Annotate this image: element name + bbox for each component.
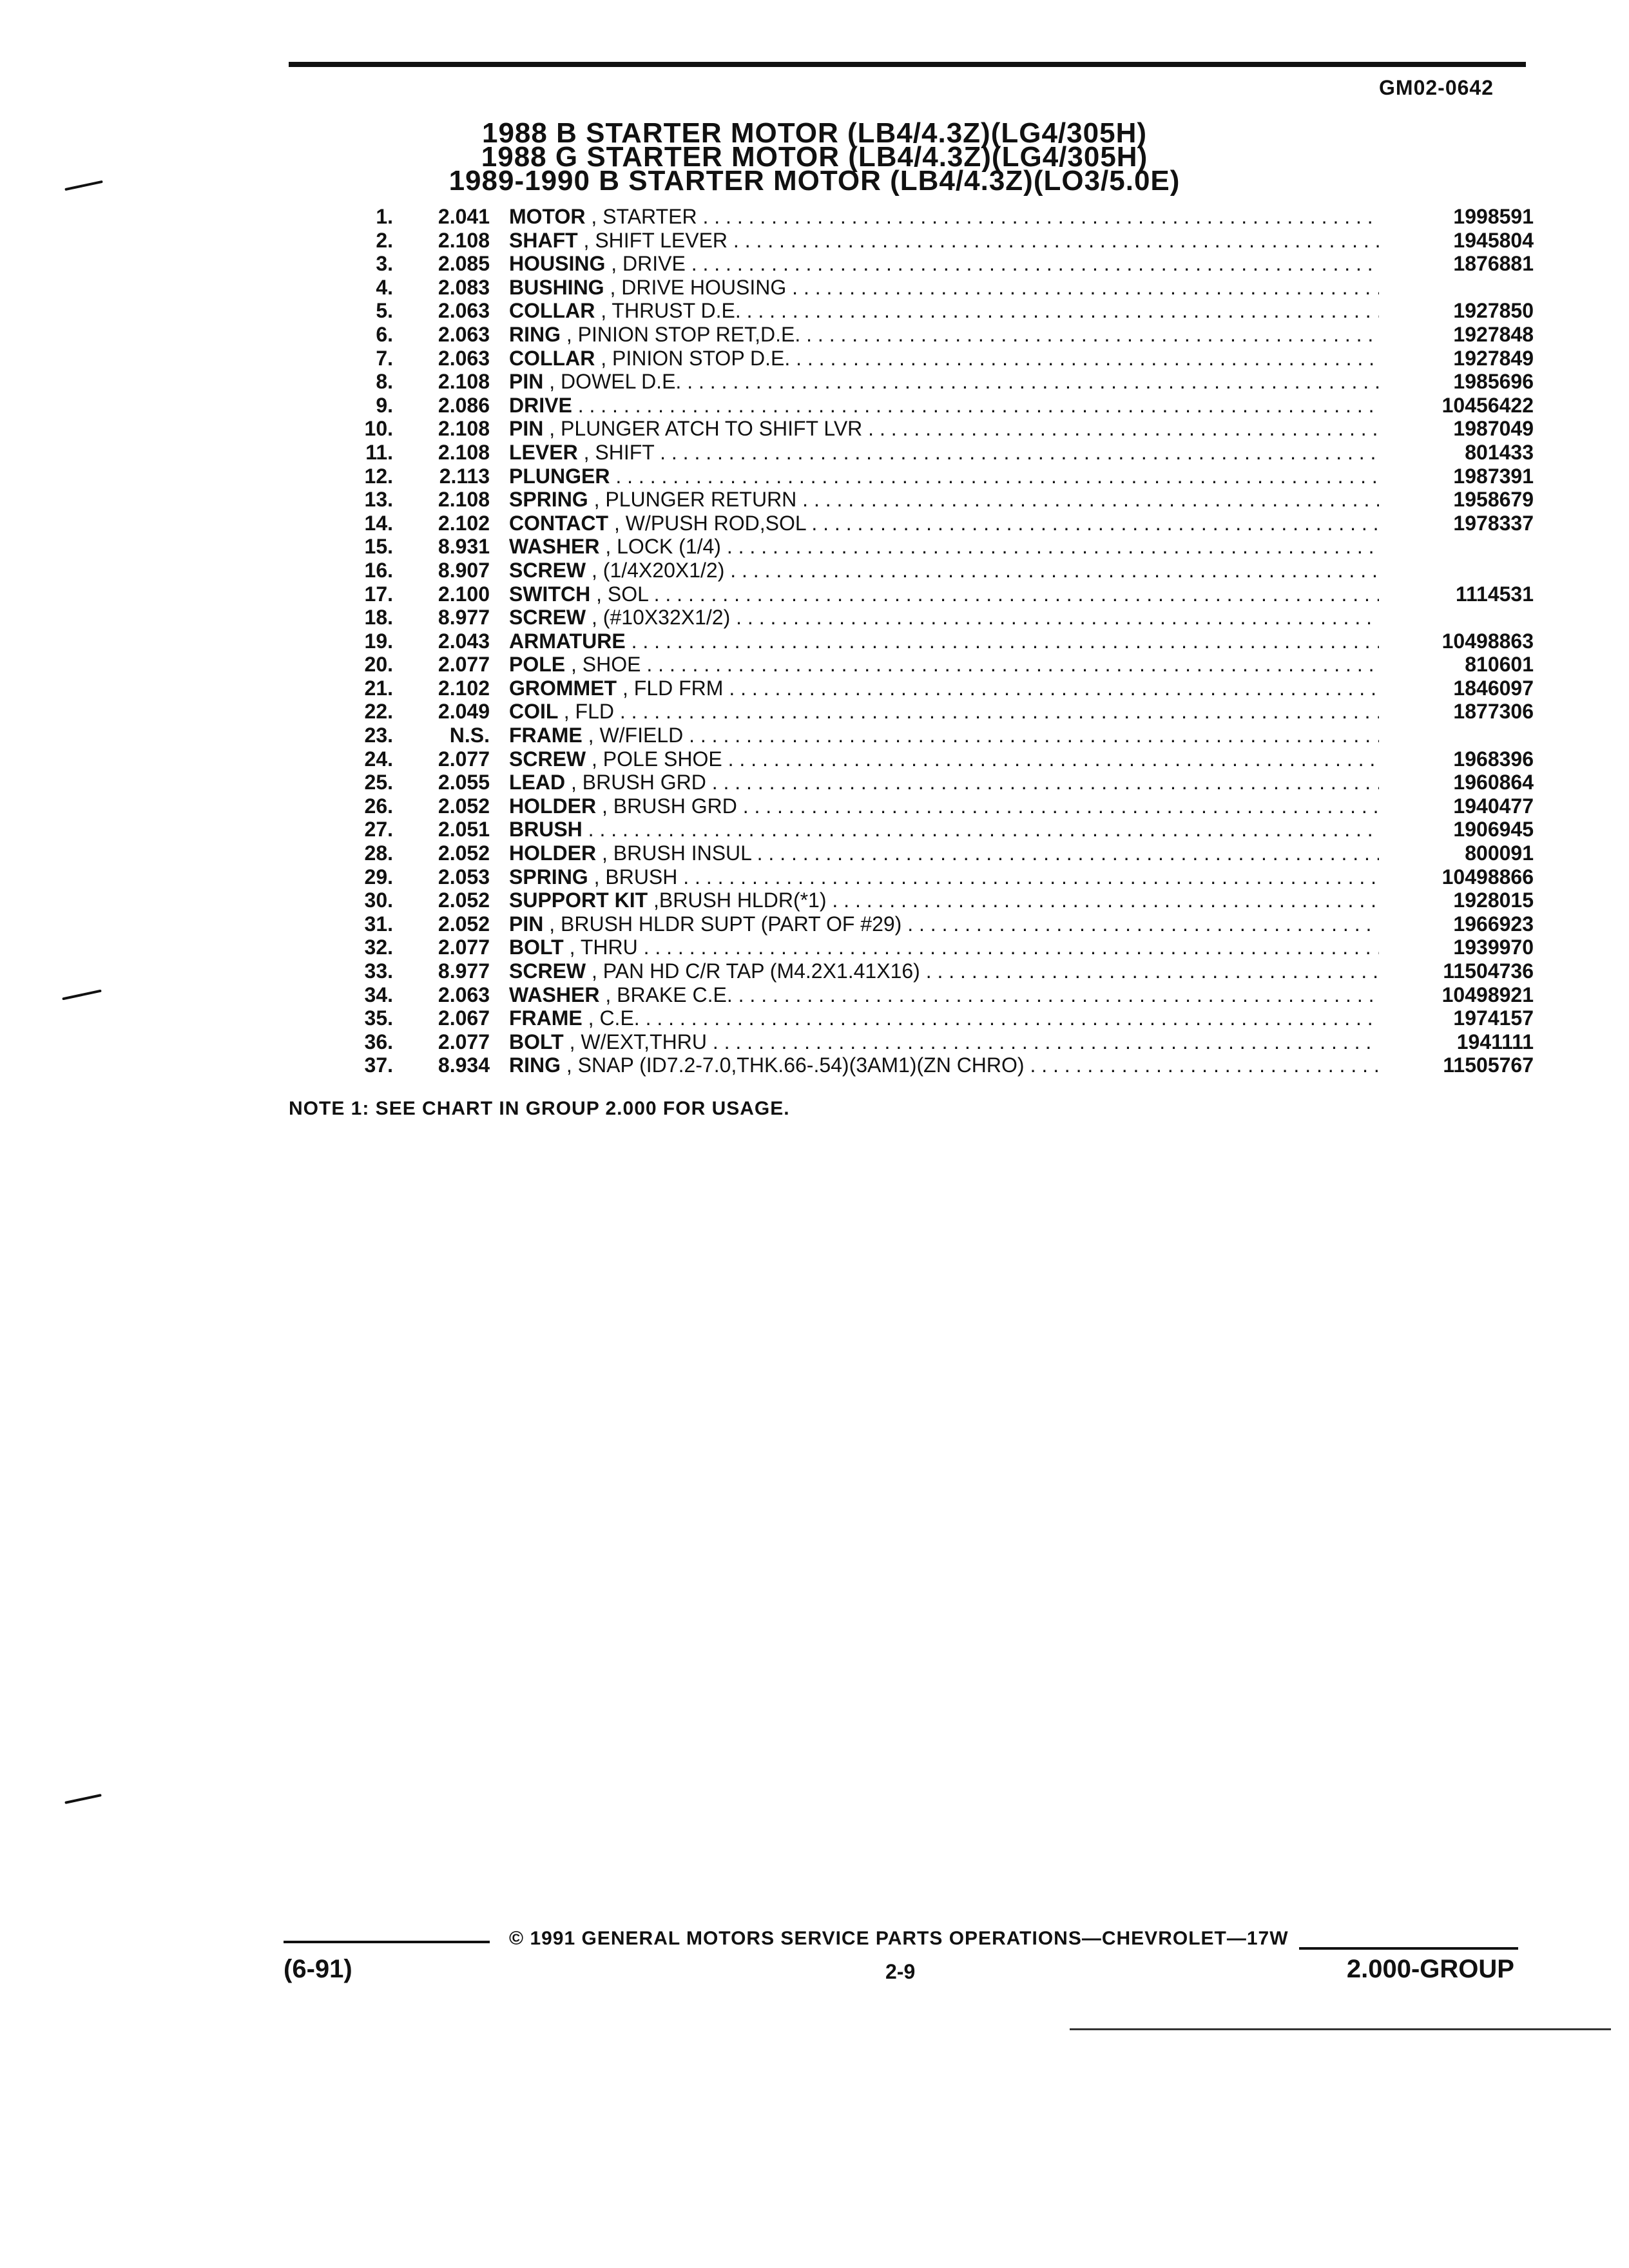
page-number: 2-9 bbox=[885, 1960, 916, 1983]
part-name: BOLT bbox=[509, 936, 564, 959]
footer-rule-left bbox=[284, 1941, 490, 1943]
parts-list bbox=[322, 205, 1534, 1077]
group-number: 2.052 bbox=[438, 889, 490, 912]
part-number: 1928015 bbox=[1453, 889, 1534, 912]
item-number: 26. bbox=[364, 794, 393, 818]
part-number: 1927849 bbox=[1453, 346, 1534, 370]
group-number: 8.931 bbox=[438, 535, 490, 559]
item-number: 4. bbox=[376, 275, 393, 299]
part-name: COIL bbox=[509, 700, 558, 724]
part-detail: , (1/4X20X1/2) bbox=[592, 558, 725, 582]
part-detail: , THRU bbox=[569, 936, 638, 959]
part-description bbox=[509, 606, 1379, 629]
part-number: 1906945 bbox=[1453, 818, 1534, 841]
part-row bbox=[322, 582, 1534, 606]
part-name: SPRING bbox=[509, 488, 588, 512]
part-row bbox=[322, 229, 1534, 253]
part-number: 10498863 bbox=[1441, 629, 1534, 653]
part-row bbox=[322, 794, 1534, 818]
group-number: 2.055 bbox=[438, 771, 490, 794]
part-description bbox=[509, 912, 1379, 936]
part-description bbox=[509, 1006, 1379, 1030]
part-row bbox=[322, 841, 1534, 865]
part-number: 1966923 bbox=[1453, 912, 1534, 936]
part-detail: , LOCK (1/4) bbox=[605, 535, 721, 559]
item-number: 19. bbox=[364, 629, 393, 653]
part-description bbox=[509, 205, 1379, 229]
part-row bbox=[322, 629, 1534, 653]
part-number: 1846097 bbox=[1453, 676, 1534, 700]
item-number: 17. bbox=[364, 582, 393, 606]
item-number: 9. bbox=[376, 393, 393, 417]
part-row bbox=[322, 959, 1534, 983]
group-number: 2.041 bbox=[438, 205, 490, 228]
part-row bbox=[322, 465, 1534, 488]
part-description bbox=[509, 417, 1379, 441]
item-number: 11. bbox=[365, 440, 393, 464]
part-description bbox=[509, 465, 1379, 488]
part-description bbox=[509, 983, 1379, 1007]
part-description bbox=[509, 889, 1379, 912]
part-name: COLLAR bbox=[509, 299, 595, 323]
item-number: 22. bbox=[364, 700, 393, 724]
group-number: 2.108 bbox=[438, 488, 490, 512]
part-number: 801433 bbox=[1465, 440, 1534, 464]
part-name: CONTACT bbox=[509, 511, 609, 535]
part-row bbox=[322, 865, 1534, 889]
group-code: 2.000-GROUP bbox=[1346, 1955, 1514, 1983]
bottom-rule bbox=[1070, 2028, 1611, 2030]
part-name: DRIVE bbox=[509, 393, 572, 417]
item-number: 27. bbox=[364, 818, 393, 841]
group-number: 2.102 bbox=[438, 511, 490, 535]
part-detail: , DRIVE HOUSING bbox=[610, 275, 787, 299]
part-row bbox=[322, 347, 1534, 370]
part-number: 1998591 bbox=[1453, 205, 1534, 228]
part-description bbox=[509, 700, 1379, 724]
item-number: 31. bbox=[364, 912, 393, 936]
part-name: BOLT bbox=[509, 1030, 564, 1053]
item-number: 21. bbox=[364, 676, 393, 700]
part-detail: , W/EXT,THRU bbox=[569, 1030, 707, 1053]
part-description bbox=[509, 582, 1379, 606]
group-number: 2.108 bbox=[438, 370, 490, 394]
part-name: ARMATURE bbox=[509, 629, 626, 653]
part-row bbox=[322, 653, 1534, 677]
part-name: SCREW bbox=[509, 558, 586, 582]
copyright-text: © 1991 GENERAL MOTORS SERVICE PARTS OPERATIONS—CHEVROLET—17W bbox=[509, 1928, 1289, 1949]
part-name: COLLAR bbox=[509, 346, 595, 370]
item-number: 14. bbox=[364, 511, 393, 535]
group-number: 2.049 bbox=[438, 700, 490, 724]
part-detail: , FLD bbox=[563, 700, 614, 724]
group-number: 8.907 bbox=[438, 558, 490, 582]
part-description bbox=[509, 724, 1379, 747]
part-number: 10498866 bbox=[1441, 865, 1534, 889]
title-block bbox=[0, 117, 1629, 197]
part-description bbox=[509, 512, 1379, 535]
part-number: 1960864 bbox=[1453, 771, 1534, 794]
part-detail: , PAN HD C/R TAP (M4.2X1.41X16) bbox=[592, 959, 920, 983]
part-number: 1940477 bbox=[1453, 794, 1534, 818]
part-description bbox=[509, 347, 1379, 370]
item-number: 5. bbox=[376, 299, 393, 323]
part-number: 1974157 bbox=[1453, 1006, 1534, 1030]
part-number: 1877306 bbox=[1453, 700, 1534, 724]
part-row bbox=[322, 677, 1534, 700]
part-name: WASHER bbox=[509, 535, 600, 559]
title-line: 1988 G STARTER MOTOR (LB4/4.3Z)(LG4/305H) bbox=[481, 141, 1148, 173]
item-number: 36. bbox=[364, 1030, 393, 1053]
group-number: 2.063 bbox=[438, 346, 490, 370]
group-number: 8.977 bbox=[438, 959, 490, 983]
part-detail: , SNAP (ID7.2-7.0,THK.66-.54)(3AM1)(ZN CHRO) bbox=[566, 1053, 1025, 1077]
part-detail: , W/FIELD bbox=[588, 724, 684, 747]
part-detail: , C.E. bbox=[588, 1006, 640, 1030]
part-number: 1114531 bbox=[1455, 582, 1534, 606]
part-detail: , POLE SHOE bbox=[592, 747, 722, 771]
group-number: 2.053 bbox=[438, 865, 490, 889]
part-detail: , BRUSH bbox=[593, 865, 678, 889]
part-description bbox=[509, 959, 1379, 983]
part-description bbox=[509, 841, 1379, 865]
part-description bbox=[509, 559, 1379, 582]
group-number: 2.063 bbox=[438, 299, 490, 323]
part-row bbox=[322, 535, 1534, 559]
part-detail: , SHIFT bbox=[583, 440, 655, 464]
part-row bbox=[322, 252, 1534, 276]
part-row bbox=[322, 205, 1534, 229]
part-number: 1945804 bbox=[1453, 228, 1534, 252]
part-description bbox=[509, 629, 1379, 653]
part-row bbox=[322, 818, 1534, 841]
item-number: 29. bbox=[364, 865, 393, 889]
part-detail: , BRAKE C.E. bbox=[605, 983, 733, 1006]
group-number: 2.108 bbox=[438, 228, 490, 252]
part-name: SCREW bbox=[509, 959, 586, 983]
part-row bbox=[322, 441, 1534, 465]
part-row bbox=[322, 276, 1534, 300]
item-number: 35. bbox=[364, 1006, 393, 1030]
part-number: 1958679 bbox=[1453, 488, 1534, 512]
part-name: PIN bbox=[509, 417, 544, 441]
part-name: HOLDER bbox=[509, 794, 597, 818]
item-number: 28. bbox=[364, 841, 393, 865]
part-row bbox=[322, 299, 1534, 323]
part-name: SCREW bbox=[509, 747, 586, 771]
part-description bbox=[509, 535, 1379, 559]
part-number: 10456422 bbox=[1441, 393, 1534, 417]
part-detail: , (#10X32X1/2) bbox=[592, 606, 731, 629]
part-row bbox=[322, 747, 1534, 771]
part-description bbox=[509, 229, 1379, 253]
part-name: BRUSH bbox=[509, 818, 583, 841]
part-number: 1985696 bbox=[1453, 370, 1534, 394]
part-detail: , DRIVE bbox=[611, 252, 686, 276]
part-name: FRAME bbox=[509, 1006, 583, 1030]
part-detail: , THRUST D.E. bbox=[601, 299, 741, 323]
group-number: 2.052 bbox=[438, 841, 490, 865]
item-number: 3. bbox=[376, 252, 393, 276]
part-name: WASHER bbox=[509, 983, 600, 1006]
part-description bbox=[509, 394, 1379, 418]
part-description bbox=[509, 488, 1379, 512]
part-description bbox=[509, 865, 1379, 889]
part-description bbox=[509, 677, 1379, 700]
part-detail: ,BRUSH HLDR(*1) bbox=[653, 889, 827, 912]
part-description bbox=[509, 818, 1379, 841]
part-number: 1941111 bbox=[1456, 1030, 1534, 1053]
part-row bbox=[322, 1006, 1534, 1030]
item-number: 6. bbox=[376, 322, 393, 346]
top-rule bbox=[289, 62, 1526, 67]
part-detail: , FLD FRM bbox=[622, 676, 724, 700]
item-number: 18. bbox=[364, 606, 393, 629]
part-name: SHAFT bbox=[509, 228, 578, 252]
part-detail: , SOL bbox=[596, 582, 648, 606]
item-number: 25. bbox=[364, 771, 393, 794]
part-name: LEVER bbox=[509, 440, 578, 464]
part-row bbox=[322, 889, 1534, 912]
item-number: 37. bbox=[364, 1053, 393, 1077]
part-description bbox=[509, 441, 1379, 465]
item-number: 34. bbox=[364, 983, 393, 1006]
part-row bbox=[322, 370, 1534, 394]
group-number: 2.052 bbox=[438, 912, 490, 936]
part-name: HOLDER bbox=[509, 841, 597, 865]
part-description bbox=[509, 936, 1379, 959]
margin-mark bbox=[62, 990, 101, 1001]
part-row bbox=[322, 936, 1534, 959]
part-detail: , W/PUSH ROD,SOL bbox=[613, 511, 806, 535]
part-number: 11504736 bbox=[1443, 959, 1534, 983]
document-id: GM02-0642 bbox=[1379, 76, 1494, 99]
part-detail: , PINION STOP D.E. bbox=[601, 346, 791, 370]
item-number: 23. bbox=[364, 724, 393, 747]
part-number: 1968396 bbox=[1453, 747, 1534, 771]
part-detail: , SHIFT LEVER bbox=[583, 228, 728, 252]
part-name: RING bbox=[509, 1053, 561, 1077]
item-number: 15. bbox=[364, 535, 393, 559]
part-row bbox=[322, 559, 1534, 582]
part-row bbox=[322, 1053, 1534, 1077]
group-number: 2.108 bbox=[438, 417, 490, 441]
part-number: 1927850 bbox=[1453, 299, 1534, 323]
part-number: 1987391 bbox=[1453, 464, 1534, 488]
part-description bbox=[509, 747, 1379, 771]
part-detail: , BRUSH GRD bbox=[602, 794, 737, 818]
footer-rule-right bbox=[1299, 1947, 1518, 1950]
part-row bbox=[322, 512, 1534, 535]
part-number: 1978337 bbox=[1453, 511, 1534, 535]
group-number: 2.063 bbox=[438, 983, 490, 1006]
part-name: SWITCH bbox=[509, 582, 591, 606]
group-number: 2.100 bbox=[438, 582, 490, 606]
item-number: 16. bbox=[364, 558, 393, 582]
part-row bbox=[322, 417, 1534, 441]
item-number: 7. bbox=[376, 346, 393, 370]
date-code: (6-91) bbox=[284, 1955, 352, 1983]
part-name: SUPPORT KIT bbox=[509, 889, 648, 912]
part-number: 1987049 bbox=[1453, 417, 1534, 441]
part-description bbox=[509, 276, 1379, 300]
part-detail: , STARTER bbox=[591, 205, 697, 228]
part-row bbox=[322, 771, 1534, 794]
part-name: PLUNGER bbox=[509, 464, 610, 488]
part-number: 1939970 bbox=[1453, 936, 1534, 959]
group-number: 2.077 bbox=[438, 936, 490, 959]
part-name: GROMMET bbox=[509, 676, 617, 700]
part-name: BUSHING bbox=[509, 275, 604, 299]
part-number: 1876881 bbox=[1453, 252, 1534, 276]
part-detail: , BRUSH INSUL bbox=[602, 841, 751, 865]
part-name: LEAD bbox=[509, 771, 566, 794]
title-line: 1989-1990 B STARTER MOTOR (LB4/4.3Z)(LO3/5.0E) bbox=[448, 165, 1181, 197]
group-number: 2.077 bbox=[438, 653, 490, 677]
group-number: 2.086 bbox=[438, 393, 490, 417]
part-row bbox=[322, 700, 1534, 724]
part-description bbox=[509, 771, 1379, 794]
part-row bbox=[322, 912, 1534, 936]
group-number: 2.052 bbox=[438, 794, 490, 818]
item-number: 10. bbox=[364, 417, 393, 441]
part-name: POLE bbox=[509, 653, 566, 677]
part-number: 10498921 bbox=[1441, 983, 1534, 1006]
part-description bbox=[509, 1030, 1379, 1054]
item-number: 1. bbox=[376, 205, 393, 228]
part-name: SCREW bbox=[509, 606, 586, 629]
group-number: 8.934 bbox=[438, 1053, 490, 1077]
part-detail: , SHOE bbox=[571, 653, 641, 677]
part-description bbox=[509, 653, 1379, 677]
group-number: N.S. bbox=[449, 724, 490, 747]
part-name: PIN bbox=[509, 370, 544, 394]
group-number: 2.083 bbox=[438, 275, 490, 299]
item-number: 2. bbox=[376, 228, 393, 252]
part-row bbox=[322, 488, 1534, 512]
part-detail: , PLUNGER ATCH TO SHIFT LVR bbox=[549, 417, 863, 441]
part-row bbox=[322, 606, 1534, 629]
part-name: HOUSING bbox=[509, 252, 606, 276]
group-number: 2.113 bbox=[439, 464, 490, 488]
item-number: 13. bbox=[364, 488, 393, 512]
item-number: 33. bbox=[364, 959, 393, 983]
part-number: 800091 bbox=[1465, 841, 1534, 865]
group-number: 2.085 bbox=[438, 252, 490, 276]
part-name: SPRING bbox=[509, 865, 588, 889]
part-description bbox=[509, 370, 1379, 394]
part-detail: , PLUNGER RETURN bbox=[593, 488, 797, 512]
part-number: 11505767 bbox=[1443, 1053, 1534, 1077]
part-row bbox=[322, 983, 1534, 1007]
item-number: 20. bbox=[364, 653, 393, 677]
part-description bbox=[509, 794, 1379, 818]
part-row bbox=[322, 323, 1534, 347]
part-name: PIN bbox=[509, 912, 544, 936]
part-name: MOTOR bbox=[509, 205, 586, 228]
group-number: 2.067 bbox=[438, 1006, 490, 1030]
group-number: 2.102 bbox=[438, 676, 490, 700]
title-line: 1988 B STARTER MOTOR (LB4/4.3Z)(LG4/305H) bbox=[481, 117, 1147, 149]
item-number: 12. bbox=[364, 464, 393, 488]
part-name: FRAME bbox=[509, 724, 583, 747]
group-number: 2.077 bbox=[438, 1030, 490, 1053]
item-number: 30. bbox=[364, 889, 393, 912]
group-number: 2.043 bbox=[438, 629, 490, 653]
part-description bbox=[509, 323, 1379, 347]
part-row bbox=[322, 724, 1534, 747]
part-number: 1927848 bbox=[1453, 322, 1534, 346]
part-row bbox=[322, 394, 1534, 418]
part-detail: , BRUSH HLDR SUPT (PART OF #29) bbox=[549, 912, 902, 936]
usage-note: NOTE 1: SEE CHART IN GROUP 2.000 FOR USAGE. bbox=[289, 1098, 790, 1119]
part-number: 810601 bbox=[1465, 653, 1534, 677]
part-detail: , PINION STOP RET,D.E. bbox=[566, 322, 801, 346]
item-number: 32. bbox=[364, 936, 393, 959]
group-number: 2.077 bbox=[438, 747, 490, 771]
item-number: 24. bbox=[364, 747, 393, 771]
part-description bbox=[509, 299, 1379, 323]
margin-mark bbox=[64, 1794, 102, 1804]
part-description bbox=[509, 1053, 1379, 1077]
group-number: 2.063 bbox=[438, 322, 490, 346]
group-number: 2.051 bbox=[438, 818, 490, 841]
part-detail: , DOWEL D.E. bbox=[549, 370, 682, 394]
item-number: 8. bbox=[376, 370, 393, 394]
part-row bbox=[322, 1030, 1534, 1054]
part-name: RING bbox=[509, 322, 561, 346]
group-number: 8.977 bbox=[438, 606, 490, 629]
group-number: 2.108 bbox=[438, 440, 490, 464]
part-detail: , BRUSH GRD bbox=[571, 771, 706, 794]
part-description bbox=[509, 252, 1379, 276]
